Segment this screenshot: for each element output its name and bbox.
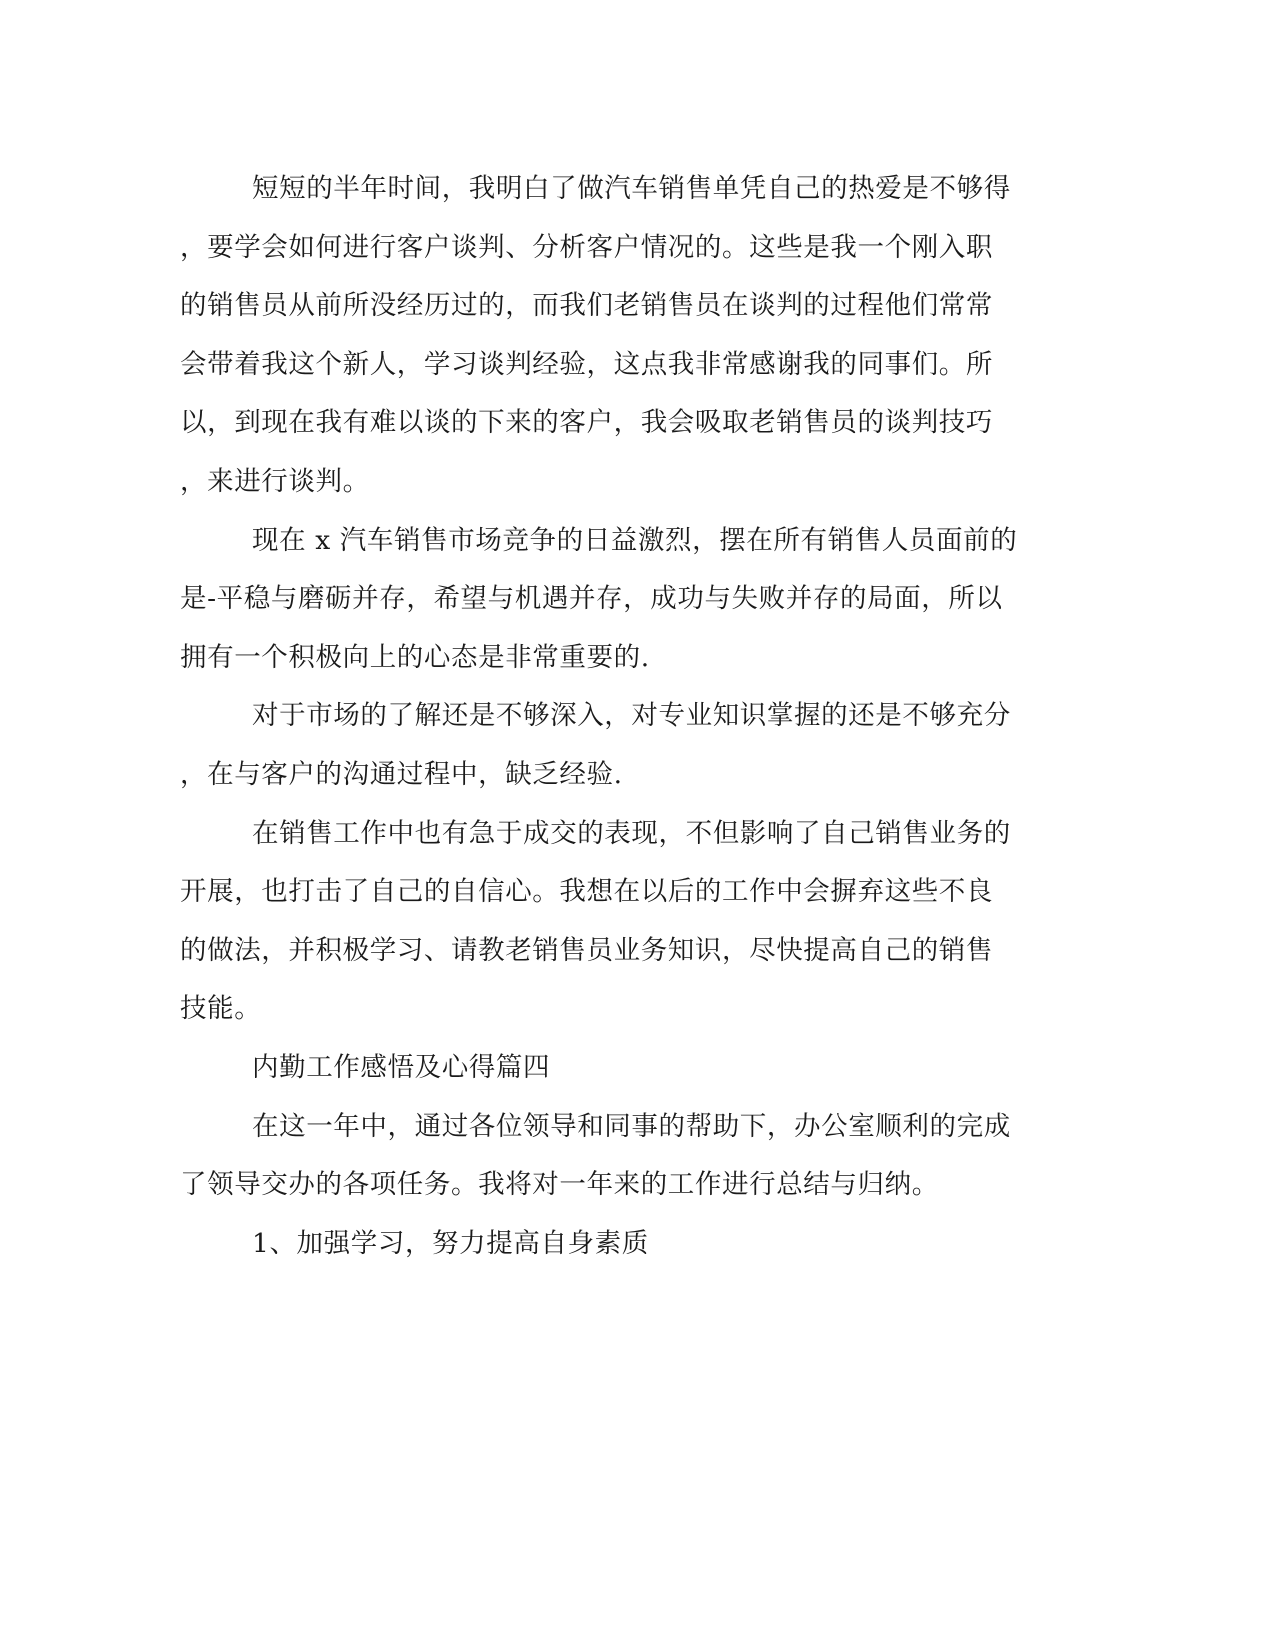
text-line: 现在 x 汽车销售市场竞争的日益激烈，摆在所有销售人员面前的 bbox=[252, 524, 1018, 556]
text-line: 是-平稳与磨砺并存，希望与机遇并存，成功与失败并存的局面，所以 bbox=[180, 583, 1003, 615]
text-line: 开展，也打击了自己的自信心。我想在以后的工作中会摒弃这些不良 bbox=[180, 876, 993, 908]
document-body bbox=[180, 160, 1040, 1273]
text-line: 以，到现在我有难以谈的下来的客户，我会吸取老销售员的谈判技巧 bbox=[180, 407, 993, 439]
text-line: ，要学会如何进行客户谈判、分析客户情况的。这些是我一个刚入职 bbox=[180, 231, 993, 263]
text-line: 的做法，并积极学习、请教老销售员业务知识，尽快提高自己的销售 bbox=[180, 934, 993, 966]
text-line: 了领导交办的各项任务。我将对一年来的工作进行总结与归纳。 bbox=[180, 1169, 939, 1201]
text-line: 技能。 bbox=[180, 993, 262, 1025]
text-line: 对于市场的了解还是不够深入，对专业知识掌握的还是不够充分 bbox=[252, 700, 1011, 732]
text-line: 拥有一个积极向上的心态是非常重要的. bbox=[180, 641, 650, 673]
text-line: 在销售工作中也有急于成交的表现，不但影响了自己销售业务的 bbox=[252, 817, 1011, 849]
text-line: 会带着我这个新人，学习谈判经验，这点我非常感谢我的同事们。所 bbox=[180, 348, 993, 380]
text-line: 的销售员从前所没经历过的，而我们老销售员在谈判的过程他们常常 bbox=[180, 290, 993, 322]
text-line: 短短的半年时间，我明白了做汽车销售单凭自己的热爱是不够得 bbox=[252, 173, 1011, 204]
list-item: 1、加强学习，努力提高自身素质 bbox=[252, 1227, 649, 1259]
text-line: 在这一年中，通过各位领导和同事的帮助下，办公室顺利的完成 bbox=[252, 1110, 1011, 1142]
text-line: ，在与客户的沟通过程中，缺乏经验. bbox=[180, 758, 623, 790]
section-heading: 内勤工作感悟及心得篇四 bbox=[252, 1051, 551, 1083]
text-line: ，来进行谈判。 bbox=[180, 465, 370, 497]
